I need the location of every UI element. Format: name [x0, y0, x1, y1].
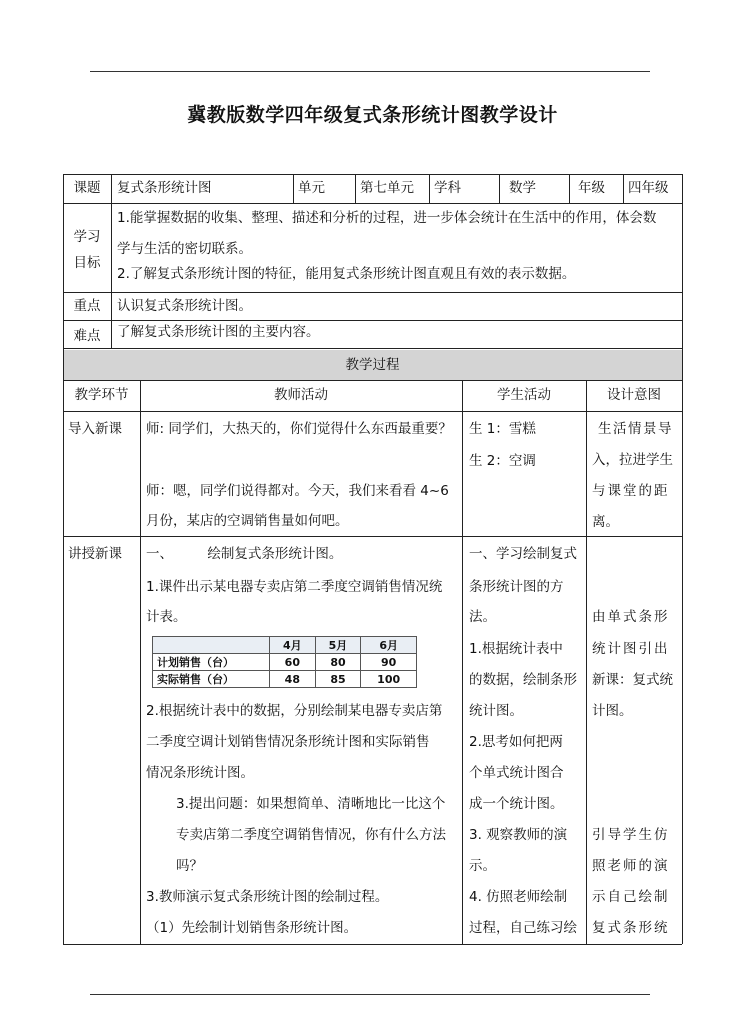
grade-value: 四年级 — [628, 180, 669, 196]
lesson-teacher-line: 1.课件出示某电器专卖店第二季度空调销售情况统 — [146, 579, 443, 595]
column-student: 学生活动 — [497, 387, 551, 403]
difficulty-value: 了解复式条形统计图的主要内容。 — [117, 324, 320, 340]
document-title: 冀教版数学四年级复式条形统计图教学设计 — [187, 104, 558, 126]
intro-intent-line: 生活情景导 — [598, 421, 673, 437]
grid-line — [429, 174, 430, 203]
intro-intent-line: 入，拉进学生 — [592, 452, 673, 468]
process-header: 教学过程 — [345, 357, 400, 373]
lesson-student-line: 个单式统计图合 — [469, 765, 564, 781]
footer-rule — [90, 994, 650, 995]
grid-line — [63, 944, 682, 945]
grid-line — [63, 174, 64, 944]
lesson-student-line: 条形统计图的方 — [469, 579, 564, 595]
intro-intent-line: 离。 — [592, 514, 619, 530]
header-rule — [90, 71, 650, 72]
lesson-student-line: 过程，自己练习绘 — [469, 920, 577, 936]
lesson-teacher-line: 一、 绘制复式条形统计图。 — [146, 546, 343, 562]
lesson-student-line: 示。 — [469, 858, 496, 874]
intro-step: 导入新课 — [68, 421, 122, 437]
intro-teacher-line-1: 师: 同学们，大热天的，你们觉得什么东西最重要？ — [146, 421, 452, 437]
grid-line — [682, 174, 683, 944]
grid-line — [63, 203, 682, 204]
lesson-teacher-line: 吗？ — [176, 858, 203, 874]
objectives-line-3: 2.了解复式条形统计图的特征，能用复式条形统计图直观且有效的表示数据。 — [117, 266, 576, 282]
lesson-teacher-line: 2.根据统计表中的数据，分别绘制某电器专卖店第 — [146, 703, 443, 719]
sales-table-cell: 100 — [361, 671, 417, 688]
lesson-intent-line: 由单式条形 — [592, 609, 670, 625]
sales-table-cell: 80 — [315, 654, 361, 671]
grid-line — [111, 174, 112, 348]
sales-table-header: 4月 — [270, 637, 316, 654]
objectives-line-2: 学与生活的密切联系。 — [117, 241, 252, 257]
grid-line — [499, 174, 500, 203]
intro-student-line-2: 生 2：空调 — [469, 453, 536, 469]
lesson-student-line: 的数据，绘制条形 — [469, 672, 577, 688]
lesson-intent-line: 复式条形统 — [592, 920, 670, 936]
grid-line — [293, 174, 294, 203]
unit-value: 第七单元 — [360, 180, 414, 196]
lesson-student-line: 3. 观察教师的演 — [469, 827, 568, 843]
lesson-intent-line: 引导学生仿 — [592, 827, 670, 843]
lesson-step: 讲授新课 — [68, 546, 122, 562]
sales-table-row-label: 计划销售（台） — [153, 654, 270, 671]
grid-line — [586, 380, 587, 944]
intro-teacher-line-3: 月份，某店的空调销售量如何吧。 — [146, 513, 349, 529]
lesson-teacher-line: 二季度空调计划销售情况条形统计图和实际销售 — [146, 734, 430, 750]
intro-student-line-1: 生 1：雪糕 — [469, 421, 536, 437]
sales-table-header: 6月 — [361, 637, 417, 654]
lesson-teacher-line: 专卖店第二季度空调销售情况，你有什么方法 — [176, 827, 446, 843]
sales-table-row-label: 实际销售（台） — [153, 671, 270, 688]
grid-line — [63, 411, 682, 412]
lesson-student-line: 4. 仿照老师绘制 — [469, 889, 568, 905]
sales-table-cell: 60 — [270, 654, 316, 671]
column-intent: 设计意图 — [607, 387, 661, 403]
sales-table-cell: 85 — [315, 671, 361, 688]
lesson-teacher-line: 计表。 — [146, 609, 187, 625]
lesson-intent-line: 计图。 — [592, 703, 633, 719]
grid-line — [355, 174, 356, 203]
objectives-label-2: 目标 — [73, 255, 101, 271]
lesson-teacher-line: 3.提出问题：如果想简单、清晰地比一比这个 — [176, 796, 446, 812]
course-label: 课题 — [73, 180, 101, 196]
grid-line — [63, 536, 682, 537]
lesson-teacher-line: 3.教师演示复式条形统计图的绘制过程。 — [146, 889, 389, 905]
grid-line — [462, 380, 463, 944]
lesson-student-line: 法。 — [469, 609, 496, 625]
lesson-intent-line: 照老师的演 — [592, 858, 670, 874]
objectives-label-1: 学习 — [73, 229, 101, 245]
lesson-teacher-line: （1）先绘制计划销售条形统计图。 — [146, 920, 358, 936]
lesson-student-line: 一、学习绘制复式 — [469, 546, 577, 562]
grade-label: 年级 — [578, 180, 605, 196]
grid-line — [623, 174, 624, 203]
lesson-student-line: 统计图。 — [469, 703, 523, 719]
lesson-student-line: 1.根据统计表中 — [469, 641, 563, 657]
grid-line — [569, 174, 570, 203]
intro-teacher-line-2: 师：嗯，同学们说得都对。今天，我们来看看 4~6 — [146, 483, 449, 499]
sales-table-header: 5月 — [315, 637, 361, 654]
intro-intent-line: 与课堂的距 — [592, 483, 670, 499]
sales-table — [152, 636, 417, 688]
grid-line — [140, 380, 141, 944]
key-point-value: 认识复式条形统计图。 — [117, 298, 252, 314]
course-value: 复式条形统计图 — [117, 180, 212, 196]
unit-label: 单元 — [298, 180, 325, 196]
lesson-student-line: 2.思考如何把两 — [469, 734, 563, 750]
key-point-label: 重点 — [73, 298, 101, 314]
subject-value: 数学 — [509, 180, 536, 196]
sales-table-corner — [153, 637, 270, 654]
lesson-student-line: 成一个统计图。 — [469, 796, 564, 812]
lesson-teacher-line: 情况条形统计图。 — [146, 765, 254, 781]
objectives-line-1: 1.能掌握数据的收集、整理、描述和分析的过程，进一步体会统计在生活中的作用，体会数 — [117, 210, 657, 226]
column-teacher: 教师活动 — [274, 387, 328, 403]
difficulty-label: 难点 — [73, 328, 101, 344]
lesson-intent-line: 新课：复式统 — [592, 672, 673, 688]
grid-line — [63, 348, 682, 349]
lesson-intent-line: 统计图引出 — [592, 641, 670, 657]
sales-table-cell: 48 — [270, 671, 316, 688]
subject-label: 学科 — [434, 180, 461, 196]
sales-table-cell: 90 — [361, 654, 417, 671]
lesson-intent-line: 示自己绘制 — [592, 889, 670, 905]
column-step: 教学环节 — [74, 387, 129, 403]
